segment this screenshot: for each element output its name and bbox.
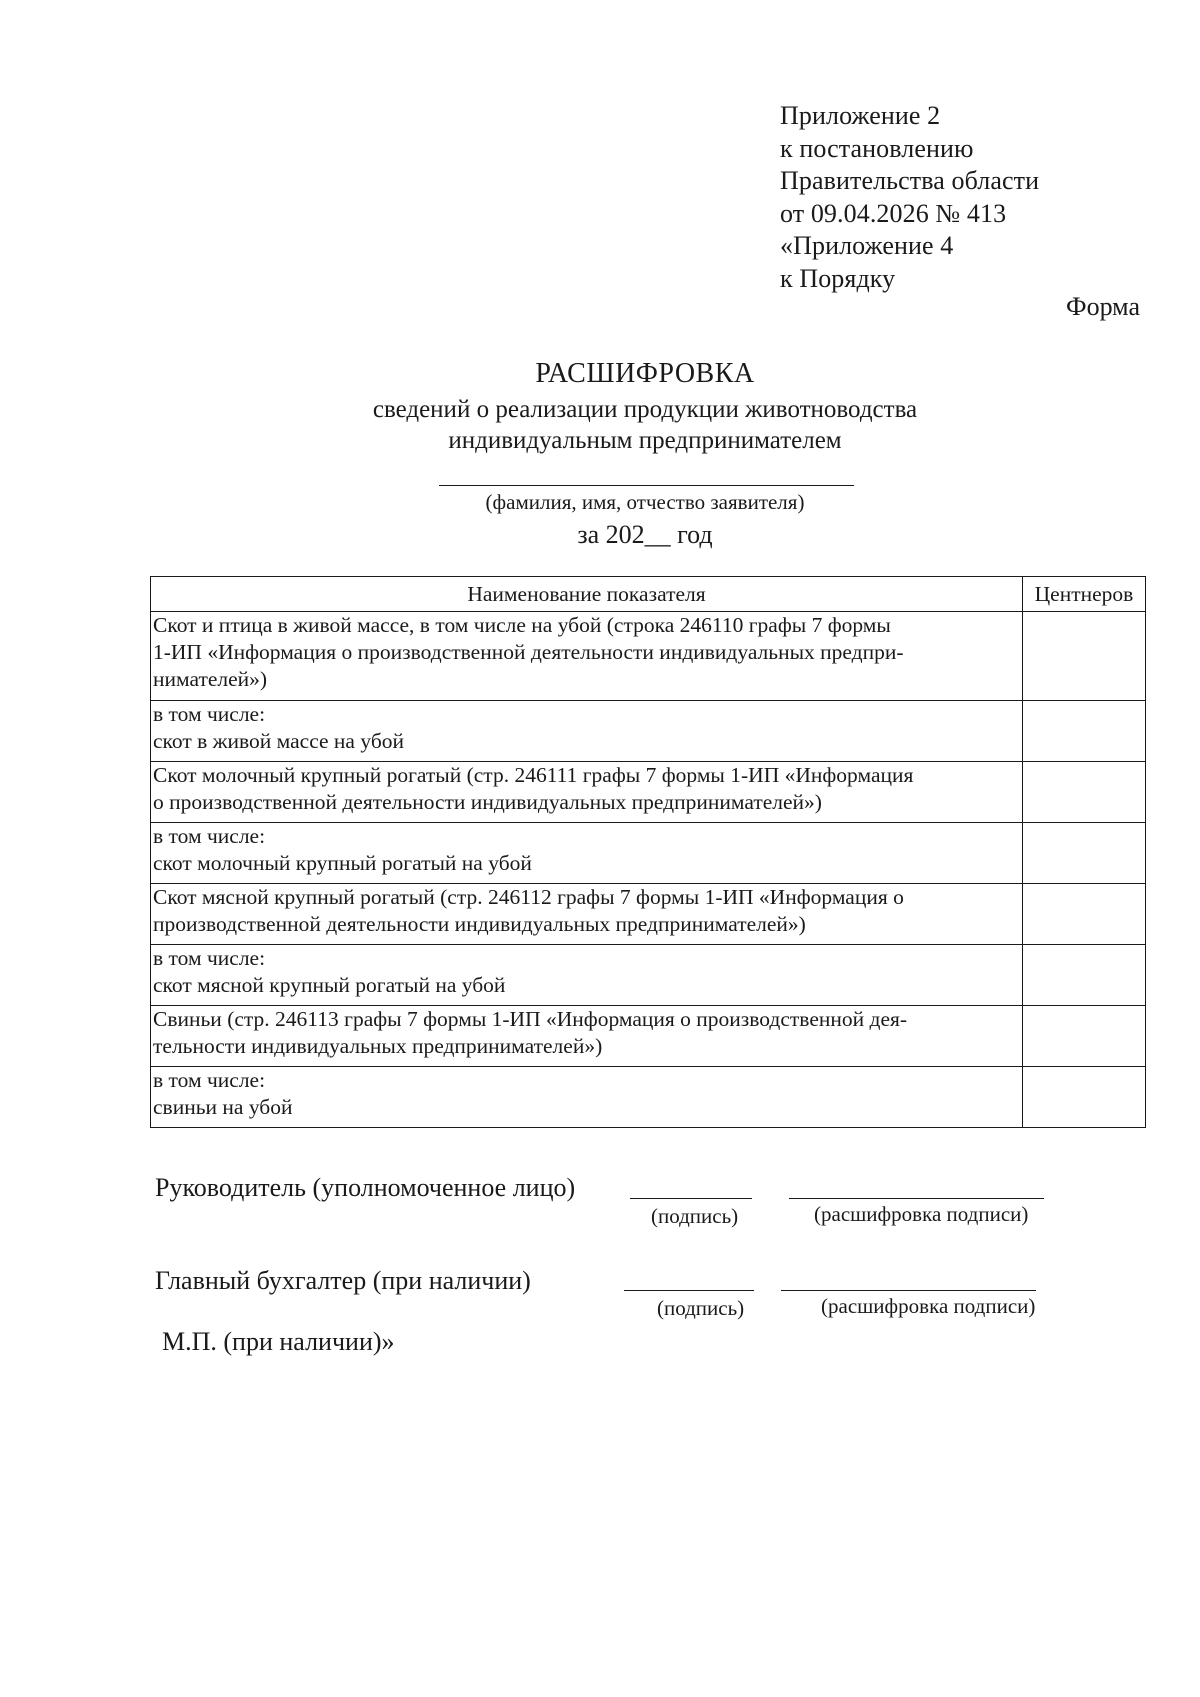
head-signature-label: Руководитель (уполномоченное лицо) [155, 1173, 576, 1202]
value-cell[interactable] [1023, 823, 1146, 884]
indicator-name-cell [151, 884, 1023, 945]
head-decoding-field[interactable] [789, 1198, 1044, 1199]
indicator-line: Скот молочный крупный рогатый (стр. 246111 графы 7 формы 1-ИП «Информация [153, 763, 914, 787]
table-header-row [151, 577, 1146, 612]
head-signature-field[interactable] [630, 1198, 752, 1199]
accountant-signature-label: Главный бухгалтер (при наличии) [155, 1266, 531, 1295]
subtitle-line: индивидуальным предпринимателем [448, 427, 842, 454]
indicator-line: скот молочный крупный рогатый на убой [153, 851, 532, 875]
indicator-name-cell [151, 1006, 1023, 1067]
form-label: Форма [1066, 292, 1140, 321]
head-signature-caption: (подпись) [651, 1204, 739, 1228]
attachment-line: от 09.04.2026 № 413 [780, 198, 1007, 228]
value-cell[interactable] [1023, 762, 1146, 823]
indicator-line: Скот мясной крупный рогатый (стр. 246112 графы 7 формы 1-ИП «Информация о [153, 885, 904, 909]
value-cell[interactable] [1023, 612, 1146, 701]
table-row [151, 823, 1146, 884]
attachment-block [780, 100, 1039, 295]
indicator-line: нимателей») [153, 667, 268, 691]
applicant-name-caption: (фамилия, имя, отчество заявителя) [485, 490, 805, 514]
applicant-name-field[interactable] [439, 485, 854, 486]
accountant-decoding-caption: (расшифровка подписи) [821, 1294, 1036, 1318]
attachment-line: «Приложение 4 [780, 231, 954, 260]
attachment-line: к постановлению [780, 133, 974, 163]
accountant-signature-field[interactable] [624, 1290, 754, 1291]
indicator-name-cell [151, 612, 1023, 701]
indicator-line: Свиньи (стр. 246113 графы 7 формы 1-ИП «Информация о производственной дея- [153, 1007, 908, 1031]
accountant-signature-caption: (подпись) [657, 1296, 745, 1320]
indicator-name-cell [151, 823, 1023, 884]
document-title: РАСШИФРОВКА [535, 358, 755, 389]
indicator-line: 1-ИП «Информация о производственной деятельности индивидуальных предпри- [153, 640, 904, 664]
attachment-line: к Порядку [780, 263, 896, 293]
report-year: за 202__ год [577, 520, 713, 549]
document-subtitle [0, 394, 1200, 456]
subtitle-line: сведений о реализации продукции животноводства [372, 396, 918, 423]
indicator-line: о производственной деятельности индивидуальных предпринимателей») [153, 790, 822, 814]
attachment-line: Приложение 2 [780, 101, 941, 130]
indicator-name-cell [151, 762, 1023, 823]
header-unit: Центнеров [1023, 577, 1146, 612]
table-row [151, 945, 1146, 1006]
indicator-line: в том числе: [153, 1068, 266, 1092]
indicator-line: в том числе: [153, 702, 266, 726]
value-cell[interactable] [1023, 945, 1146, 1006]
indicator-line: свиньи на убой [153, 1095, 293, 1119]
value-cell[interactable] [1023, 1006, 1146, 1067]
indicator-line: тельности индивидуальных предпринимателей») [153, 1034, 603, 1058]
indicator-name-cell [151, 1067, 1023, 1128]
indicator-line: в том числе: [153, 824, 266, 848]
table-row [151, 884, 1146, 945]
table-row [151, 701, 1146, 762]
table-row [151, 1067, 1146, 1128]
table-row [151, 762, 1146, 823]
table-row [151, 1006, 1146, 1067]
indicator-line: скот мясной крупный рогатый на убой [153, 973, 506, 997]
indicator-line: скот в живой массе на убой [153, 729, 405, 753]
header-indicator-name: Наименование показателя [151, 577, 1023, 612]
indicator-name-cell [151, 701, 1023, 762]
accountant-decoding-field[interactable] [781, 1290, 1036, 1291]
indicator-line: производственной деятельности индивидуальных предпринимателей») [153, 912, 806, 936]
value-cell[interactable] [1023, 701, 1146, 762]
indicator-name-cell [151, 945, 1023, 1006]
indicators-table [150, 576, 1146, 1128]
stamp-label: М.П. (при наличии)» [162, 1327, 395, 1356]
indicator-line: в том числе: [153, 946, 266, 970]
value-cell[interactable] [1023, 1067, 1146, 1128]
value-cell[interactable] [1023, 884, 1146, 945]
head-decoding-caption: (расшифровка подписи) [814, 1202, 1029, 1226]
attachment-line: Правительства области [780, 166, 1040, 195]
table-row [151, 612, 1146, 701]
indicator-line: Скот и птица в живой массе, в том числе на убой (строка 246110 графы 7 формы [153, 613, 891, 637]
